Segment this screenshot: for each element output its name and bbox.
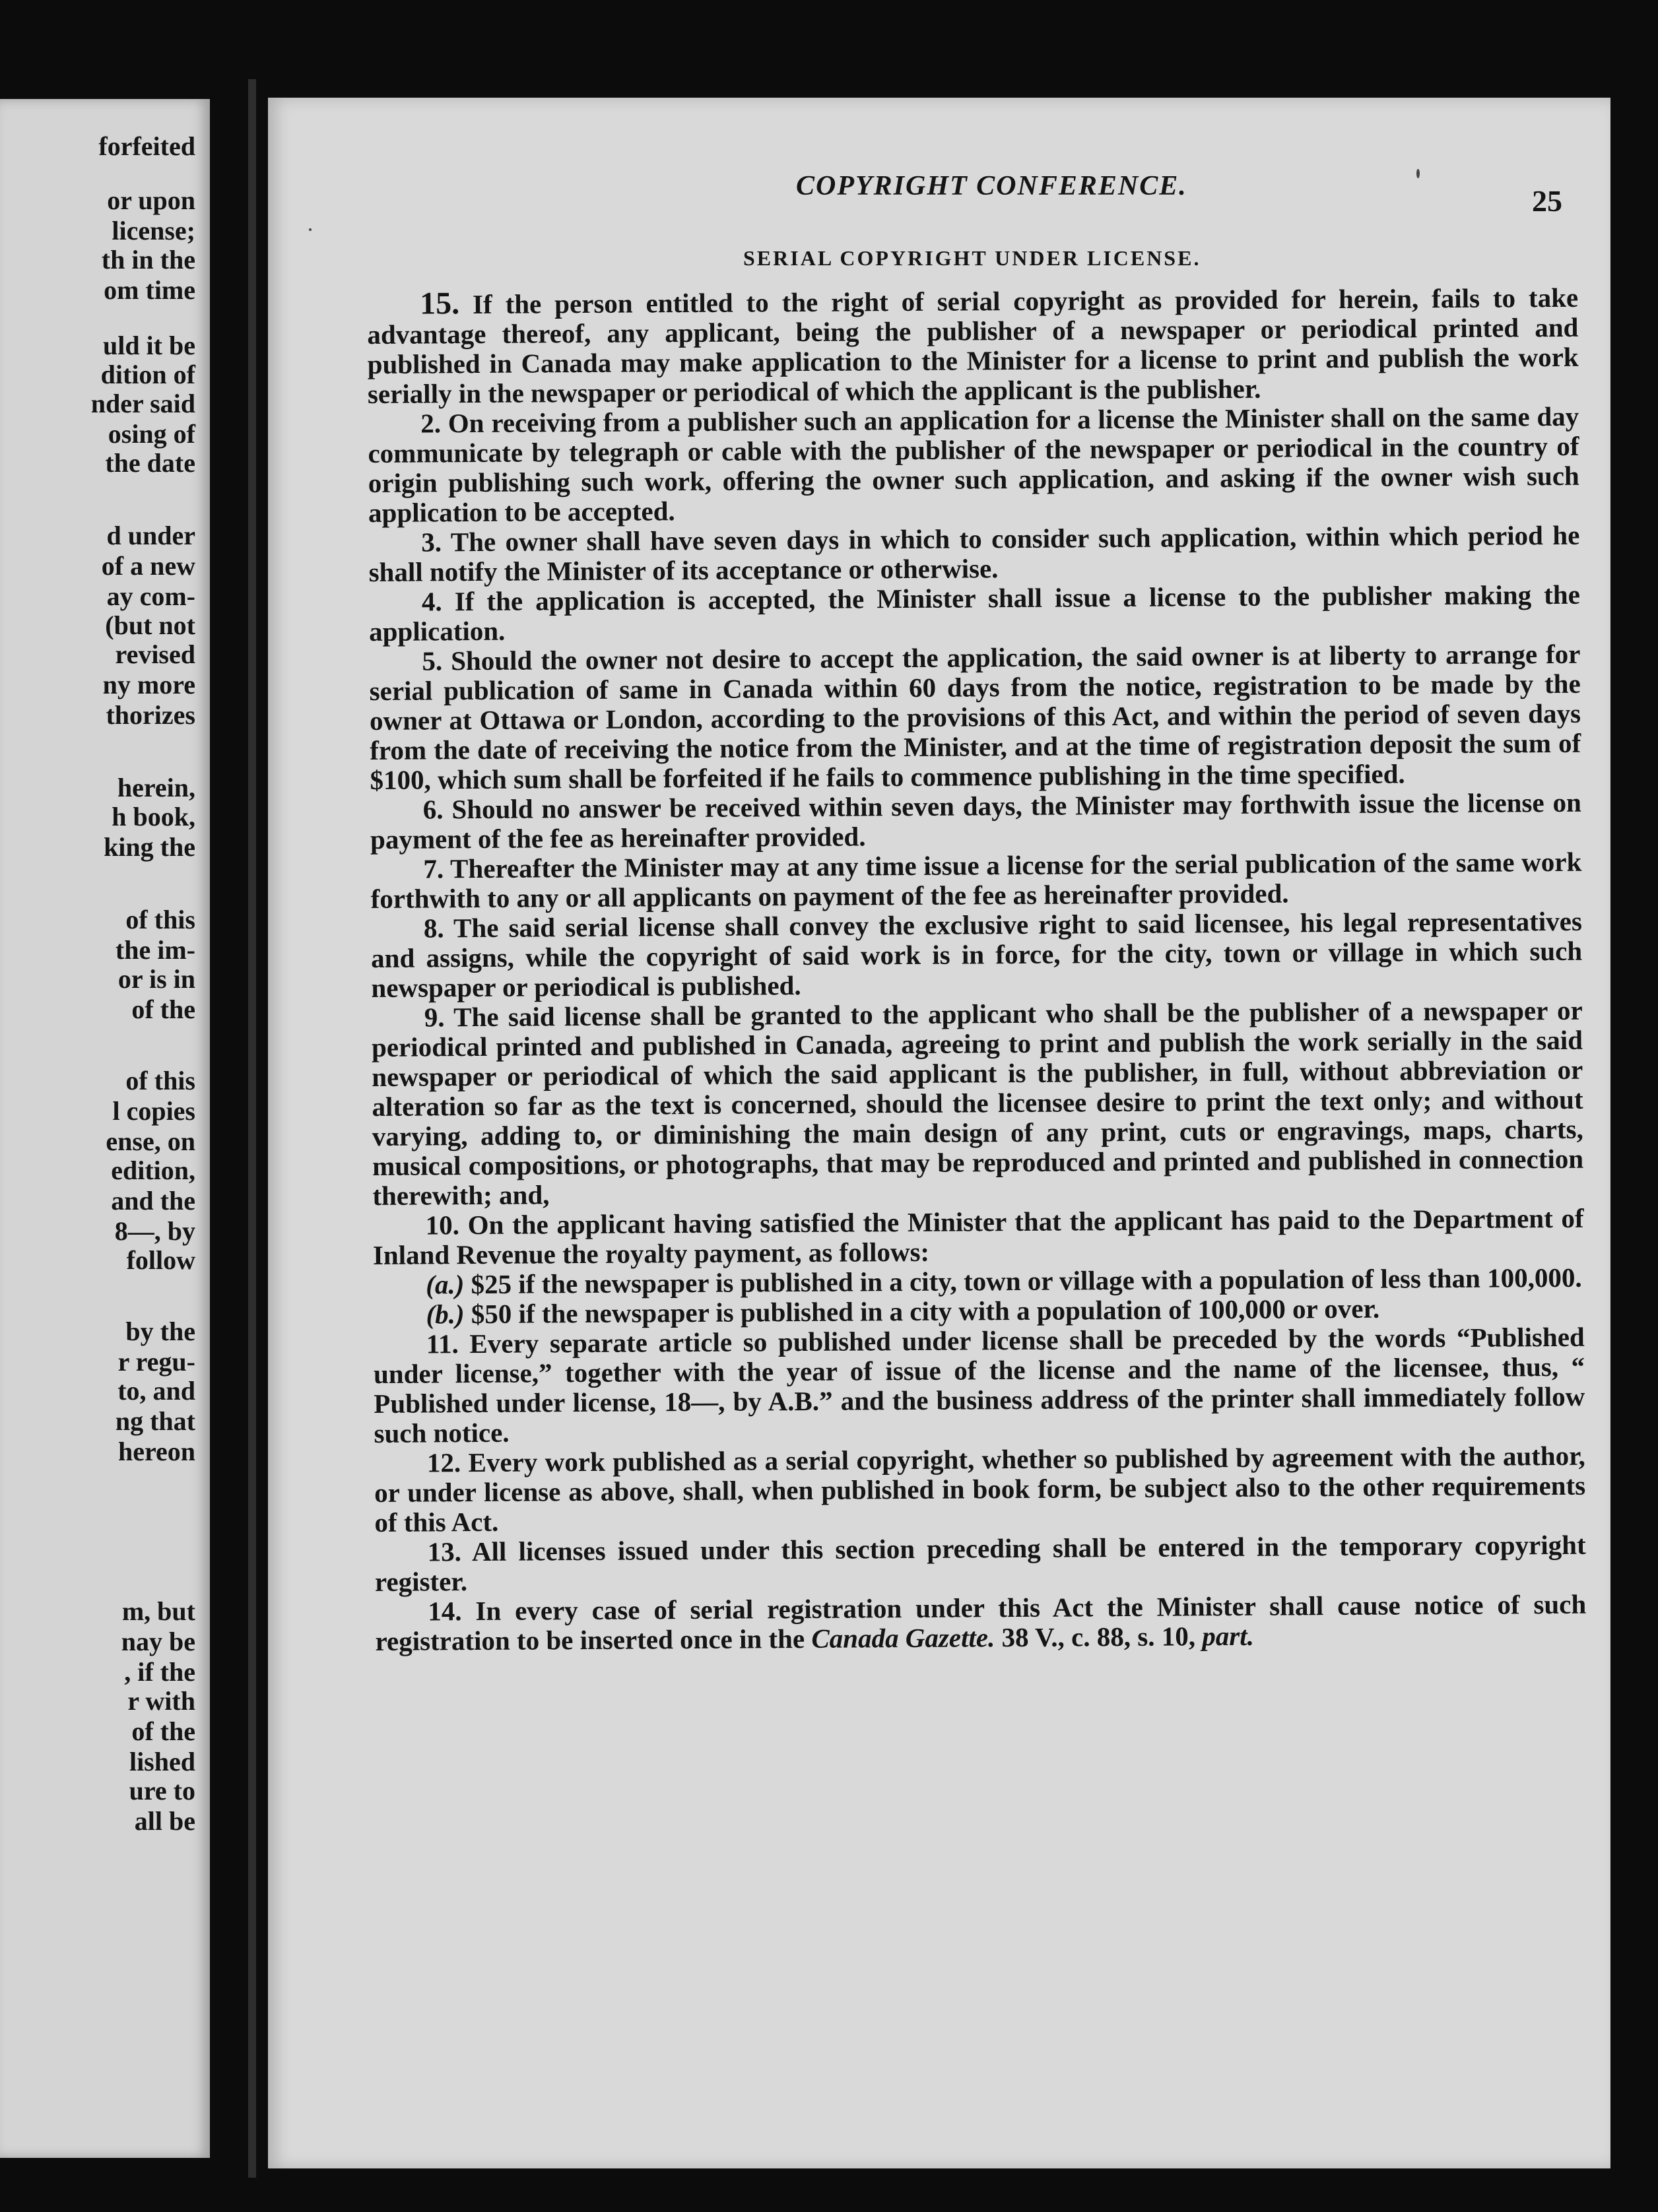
paragraph-9: 9. The said license shall be granted to the applicant who shall be the publisher of a newspaper or periodical printed and published in Canada, agreeing to print and publish the work serially in the said newspaper or periodical of which the said applicant is the publisher, in full, without abbreviation or alteration so far as the text is concerned, should the licensee desire to print the text only; and without varying, adding to, or diminishing the main design of any print, cuts or engravings, maps, charts, musical compositions, or photographs, that may be reproduced and printed and published in connection therewith; and, xyxy=(371,994,1584,1211)
left-page-line-fragment: th in the xyxy=(101,245,195,275)
page-edge xyxy=(248,79,256,2178)
citation-part: part. xyxy=(1202,1620,1255,1652)
left-page-line-fragment: of this xyxy=(125,1066,195,1095)
paragraph-5: 5. Should the owner not desire to accept the application, the said owner is at liberty to arrange for serial publication of same in Canada within 60 days from the notice, registration to be made by the owner at Ottawa or London, according to the provisions of this Act, and within the period of seven days from the date of receiving the notice from the Minister, and at the time of registration deposit the sum of $100, which sum shall be forfeited if he fails to commence publishing in the time specified. xyxy=(369,638,1581,795)
left-page-line-fragment: ure to xyxy=(129,1776,195,1805)
left-page-line-fragment: r regu- xyxy=(117,1347,195,1377)
left-page-line-fragment: to, and xyxy=(117,1376,195,1406)
paragraph-6: 6. Should no answer be received within seven days, the Minister may forthwith issue the license on payment of the fee as hereinafter provided. xyxy=(370,787,1581,855)
book-gutter xyxy=(210,79,268,2178)
left-page-line-fragment: ay com- xyxy=(106,581,195,611)
left-page-line-fragment: all be xyxy=(134,1806,195,1836)
left-page-line-fragment: 8—, by xyxy=(114,1216,195,1246)
left-page-line-fragment: osing of xyxy=(108,419,195,449)
left-page-line-fragment: thorizes xyxy=(106,700,195,730)
left-page-line-fragment: ng that xyxy=(115,1406,195,1436)
left-page-line-fragment: herein, xyxy=(117,773,195,802)
paragraph-11: 11. Every separate article so published under license shall be preceded by the words “Published under license,” together with the year of issue of the license and the name of the licensee, thus, “ Published under license, 18—, by A.B.” and the business address of the printer shall immediately follow such notice. xyxy=(373,1321,1585,1448)
ink-speck xyxy=(1416,169,1420,178)
left-page-line-fragment: dition of xyxy=(100,360,195,389)
left-page-line-fragment: om time xyxy=(104,275,195,305)
left-page-line-fragment: nder said xyxy=(90,389,195,418)
clause-label: (b.) xyxy=(426,1299,465,1330)
paragraph-number: 15. xyxy=(419,286,460,321)
left-page-line-fragment: and the xyxy=(111,1186,195,1216)
left-page-line-fragment: the date xyxy=(105,448,195,478)
left-page-line-fragment: of the xyxy=(131,1716,195,1746)
left-page-line-fragment: of a new xyxy=(101,551,195,581)
left-page-line-fragment: h book, xyxy=(112,802,195,831)
gazette-title: Canada Gazette. xyxy=(811,1622,995,1654)
left-page-line-fragment: uld it be xyxy=(102,331,195,360)
left-page-line-fragment: of the xyxy=(131,994,195,1024)
left-page-line-fragment: license; xyxy=(112,216,195,245)
citation: 38 V., c. 88, s. 10, xyxy=(1001,1621,1196,1653)
left-page-line-fragment: nay be xyxy=(121,1627,195,1656)
paragraph-text: If the person entitled to the right of serial copyright as provided for herein, fails to take advantage thereof, any applicant, being the publisher of a newspaper or periodical printed and published in Canada may make application to the Minister for a license to print and publish the work serially in the newspaper or periodical of which the applicant is the publisher. xyxy=(367,282,1579,409)
left-page-line-fragment: ny more xyxy=(102,670,195,699)
left-page-line-fragment: of this xyxy=(125,905,195,934)
left-page-line-fragment: or is in xyxy=(117,964,195,994)
left-page-line-fragment: king the xyxy=(104,832,195,862)
paragraph-13: 13. All licenses issued under this section preceding shall be entered in the temporary copyright register. xyxy=(374,1529,1586,1597)
left-page-line-fragment: , if the xyxy=(124,1657,195,1687)
left-page-line-fragment: ense, on xyxy=(106,1126,195,1156)
left-page-line-fragment: follow xyxy=(126,1245,195,1275)
left-page-line-fragment: lished xyxy=(129,1747,195,1776)
left-page-line-fragment: l copies xyxy=(112,1096,195,1126)
left-page-line-fragment: forfeited xyxy=(98,131,195,161)
running-head: COPYRIGHT CONFERENCE. xyxy=(796,171,1187,201)
paragraph-12: 12. Every work published as a serial copyright, whether so published by agreement with the author, or under license as above, shall, when published in book form, be subject also to the other requirements of this Act. xyxy=(374,1440,1586,1538)
paragraph-3: 3. The owner shall have seven days in which to consider such application, within which period he shall notify the Minister of its acceptance or otherwise. xyxy=(368,519,1580,587)
left-page-line-fragment: m, but xyxy=(121,1596,195,1626)
paragraph-10: 10. On the applicant having satisfied the Minister that the applicant has paid to the Department of Inland Revenue the royalty payment, as follows: xyxy=(372,1202,1584,1270)
paragraph-2: 2. On receiving from a publisher such an application for a license the Minister shall on the same day communicate by telegraph or cable with the publisher of the newspaper or periodical in the country of origin publishing such work, offering the owner such application, and asking if the owner wish such application to be accepted. xyxy=(368,401,1579,528)
clause-text: $50 if the newspaper is published in a city with a population of 100,000 or over. xyxy=(471,1293,1380,1330)
left-page-line-fragment: r with xyxy=(127,1686,195,1716)
paragraph-7: 7. Thereafter the Minister may at any time issue a license for the serial publication of the same work forthwith to any or all applicants on payment of the fee as hereinafter provided. xyxy=(370,846,1582,914)
left-page-line-fragment: (but not xyxy=(105,610,195,640)
section-heading: SERIAL COPYRIGHT UNDER LICENSE. xyxy=(743,246,1201,270)
paragraph-8: 8. The said serial license shall convey the exclusive right to said licensee, his legal representatives and assigns, while the copyright of said work is in force, for the city, town or village in which such newspaper or periodical is published. xyxy=(371,905,1583,1003)
left-page-line-fragment: revised xyxy=(115,639,195,669)
body-text xyxy=(367,282,1587,1656)
left-page-line-fragment: d under xyxy=(106,521,195,550)
clause-label: (a.) xyxy=(426,1269,465,1300)
page-number: 25 xyxy=(1532,184,1562,218)
left-page-line-fragment: or upon xyxy=(107,185,195,215)
paragraph-15 xyxy=(367,282,1579,409)
ink-speck xyxy=(309,228,312,231)
left-page-line-fragment: edition, xyxy=(111,1155,195,1185)
left-page-line-fragment: the im- xyxy=(115,935,195,965)
left-page-line-fragment: hereon xyxy=(117,1437,195,1466)
current-page xyxy=(268,98,1610,2168)
paragraph-14 xyxy=(375,1590,1587,1656)
previous-page-fragment xyxy=(0,99,210,2158)
paragraph-text: 14. In every case of serial registration under this Act the Minister shall cause notice of such registration to be inserted once in the xyxy=(375,1588,1587,1656)
clause-text: $25 if the newspaper is published in a city, town or village with a population of less than 100,000. xyxy=(471,1262,1582,1300)
left-page-line-fragment: by the xyxy=(125,1317,195,1346)
paragraph-4: 4. If the application is accepted, the Minister shall issue a license to the publisher making the application. xyxy=(369,579,1581,647)
